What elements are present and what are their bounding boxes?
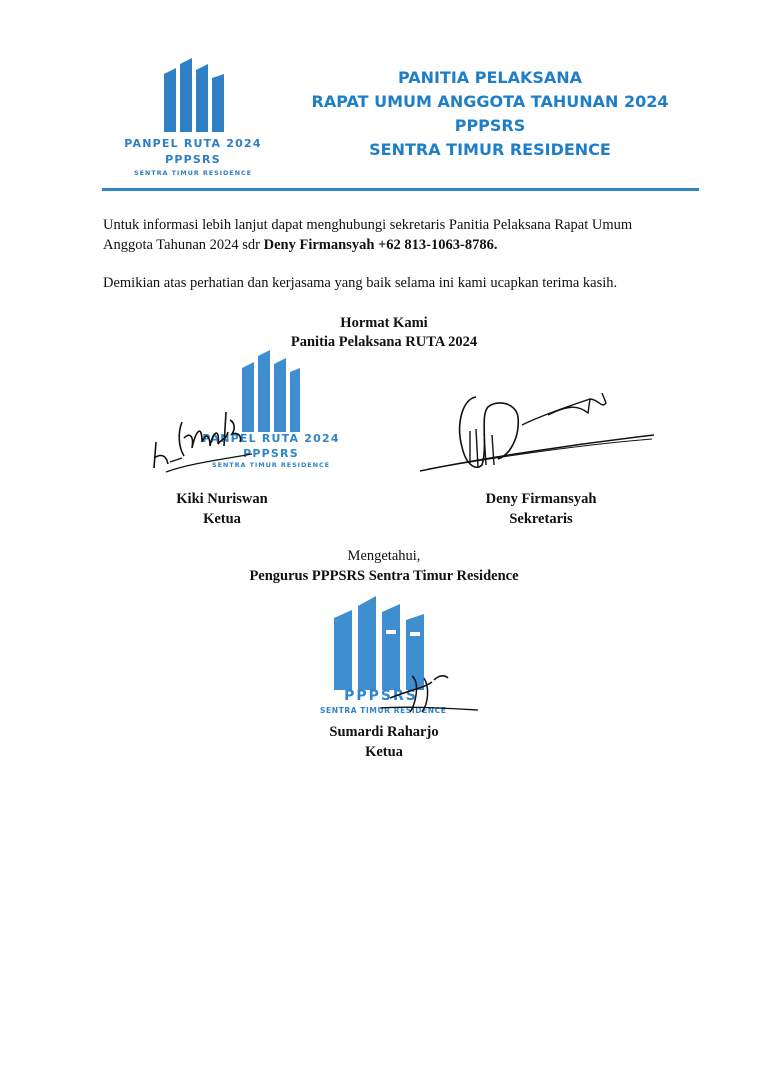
signatory-role: Ketua	[203, 511, 241, 527]
contact-line-1: Untuk informasi lebih lanjut dapat menghubungi sekretaris Panitia Pelaksana Rapat Umum	[103, 217, 633, 233]
signatory-name: Deny Firmansyah	[485, 491, 597, 507]
signatory-name: Sumardi Raharjo	[329, 724, 439, 740]
committee-name: Panitia Pelaksana RUTA 2024	[290, 334, 478, 350]
signatory-role: Ketua	[365, 744, 403, 760]
signature-pengurus-ketua	[350, 668, 480, 720]
contact-line-2	[103, 235, 703, 255]
logo-text-pppsrs: PPPSRS	[165, 153, 221, 166]
signature-ketua	[148, 402, 258, 478]
signature-sekretaris	[418, 385, 658, 477]
letterhead-title-line: PANITIA PELAKSANA	[397, 68, 583, 87]
acknowledgement-org: Pengurus PPPSRS Sentra Timur Residence	[249, 568, 519, 584]
letterhead-title-line: RAPAT UMUM ANGGOTA TAHUNAN 2024	[311, 92, 669, 111]
signatory-sekretaris	[468, 489, 614, 529]
closing-greeting: Hormat Kami	[340, 315, 428, 331]
acknowledgement-label: Mengetahui,	[347, 548, 421, 564]
stamp-text-residence: SENTRA TIMUR RESIDENCE	[320, 706, 447, 715]
logo-text-panpel: PANPEL RUTA 2024	[124, 137, 262, 150]
letterhead-title-line: SENTRA TIMUR RESIDENCE	[369, 140, 611, 159]
stamp-text-panpel: PANPEL RUTA 2024	[202, 432, 340, 445]
contact-line-2-text: Anggota Tahunan 2024 sdr	[103, 237, 264, 253]
signatory-ketua	[152, 489, 292, 529]
letterhead-divider	[102, 188, 699, 191]
signatory-name: Kiki Nuriswan	[176, 491, 268, 507]
contact-paragraph	[103, 215, 703, 255]
signatory-pengurus	[314, 722, 454, 762]
letterhead-title	[290, 66, 690, 162]
contact-person: Deny Firmansyah +62 813-1063-8786.	[263, 237, 498, 253]
logo-text-residence: SENTRA TIMUR RESIDENCE	[134, 169, 252, 177]
stamp-text-pppsrs: PPPSRS	[344, 688, 418, 704]
letterhead-title-line: PPPSRS	[454, 116, 526, 135]
stamp-text-residence: SENTRA TIMUR RESIDENCE	[212, 461, 330, 469]
committee-logo	[118, 56, 268, 180]
building-logo-icon	[162, 56, 228, 132]
closing-paragraph: Demikian atas perhatian dan kerjasama yang baik selama ini kami ucapkan terima kasih.	[103, 275, 618, 291]
stamp-text-pppsrs: PPPSRS	[243, 447, 299, 460]
signatory-role: Sekretaris	[509, 511, 573, 527]
